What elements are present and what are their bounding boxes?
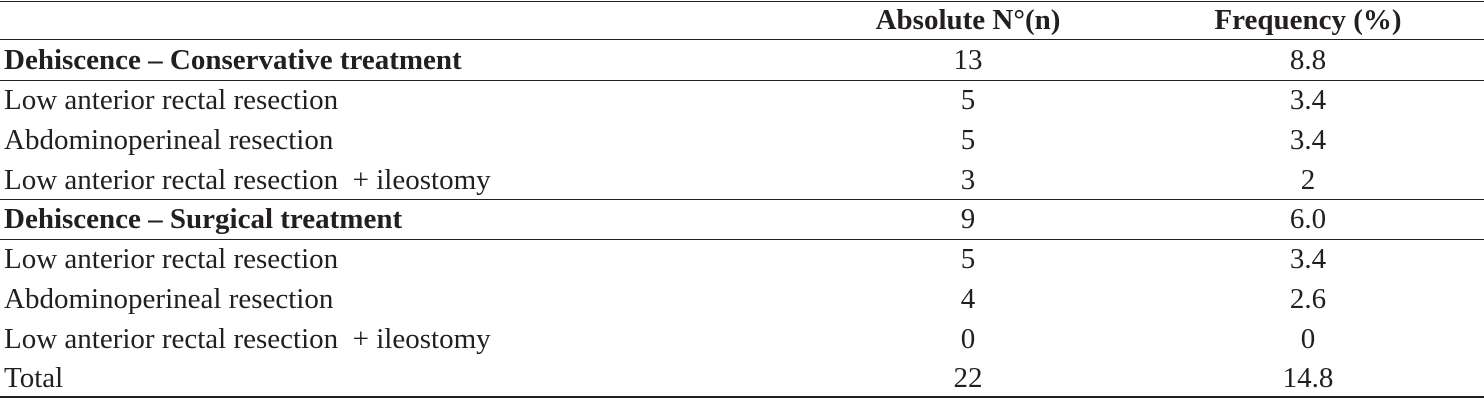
row-label: Abdominoperineal resection	[4, 283, 334, 315]
row-frequency: 3.4	[1289, 124, 1327, 156]
header-row	[0, 0, 1484, 40]
row-frequency: 8.8	[1289, 44, 1327, 76]
total-row	[0, 358, 1484, 398]
bottom-rule	[0, 396, 1484, 398]
row-label: Total	[4, 362, 64, 394]
table-row	[0, 120, 1484, 160]
row-absolute: 9	[960, 203, 976, 235]
row-absolute: 5	[960, 84, 976, 116]
row-label: Dehiscence – Surgical treatment	[4, 203, 403, 235]
row-frequency: 2.6	[1289, 283, 1327, 315]
table-row	[0, 80, 1484, 120]
group-row-surgical	[0, 199, 1484, 239]
row-absolute: 5	[960, 243, 976, 275]
table-row	[0, 319, 1484, 359]
row-frequency: 3.4	[1289, 84, 1327, 116]
group-row-conservative	[0, 40, 1484, 80]
table-row	[0, 279, 1484, 319]
row-absolute: 5	[960, 124, 976, 156]
row-absolute: 13	[953, 44, 983, 76]
row-label: Low anterior rectal resection + ileostomy	[4, 164, 491, 196]
row-frequency: 3.4	[1289, 243, 1327, 275]
row-frequency: 2	[1300, 164, 1316, 196]
row-frequency: 0	[1300, 323, 1316, 355]
row-absolute: 0	[960, 323, 976, 355]
row-label: Abdominoperineal resection	[4, 124, 334, 156]
row-frequency: 14.8	[1282, 362, 1334, 394]
row-absolute: 4	[960, 283, 976, 315]
row-label: Low anterior rectal resection + ileostomy	[4, 323, 491, 355]
row-label: Dehiscence – Conservative treatment	[4, 44, 462, 76]
header-frequency: Frequency (%)	[1214, 4, 1402, 36]
row-frequency: 6.0	[1289, 203, 1327, 235]
table-row	[0, 160, 1484, 200]
row-label: Low anterior rectal resection	[4, 84, 339, 116]
header-absolute: Absolute N°(n)	[875, 4, 1061, 36]
row-absolute: 3	[960, 164, 976, 196]
row-label: Low anterior rectal resection	[4, 243, 339, 275]
table-row	[0, 239, 1484, 279]
row-absolute: 22	[953, 362, 983, 394]
